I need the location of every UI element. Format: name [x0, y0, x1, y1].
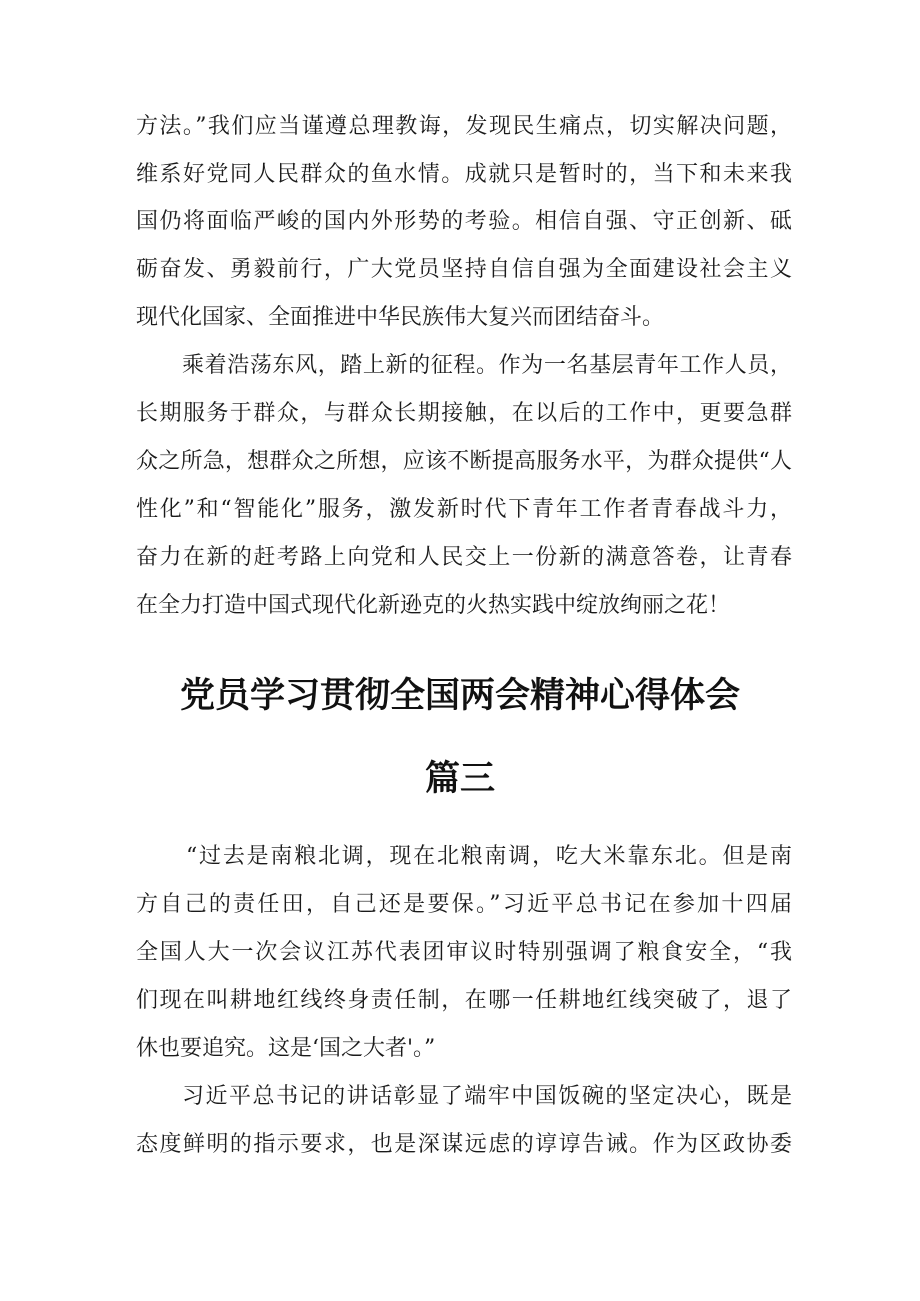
paragraph-line: 方自己的责任田，自己还是要保。”习近平总书记在参加十四届	[136, 892, 792, 917]
paragraph-line: 现代化国家、全面推进中华民族伟大复兴而团结奋斗。	[136, 305, 665, 330]
paragraph-line: 态度鲜明的指示要求，也是深谋远虑的谆谆告诫。作为区政协委	[136, 1132, 792, 1157]
paragraph-line: 全国人大一次会议江苏代表团审议时特别强调了粮食安全，“我	[136, 940, 792, 965]
paragraph-line: 奋力在新的赶考路上向党和人民交上一份新的满意答卷，让青春	[136, 545, 792, 570]
section-subtitle: 篇三	[424, 759, 495, 799]
paragraph-line: 砺奋发、勇毅前行，广大党员坚持自信自强为全面建设社会主义	[136, 257, 792, 282]
paragraph-line: 乘着浩荡东风，踏上新的征程。作为一名基层青年工作人员，	[182, 353, 792, 378]
paragraph-line: 们现在叫耕地红线终身责任制，在哪一任耕地红线突破了，退了	[136, 988, 792, 1013]
paragraph-line: 休也要追究。这是‘国之大者'。”	[136, 1036, 436, 1061]
paragraph-line: 国仍将面临严峻的国内外形势的考验。相信自强、守正创新、砥	[136, 209, 792, 234]
paragraph-line: “过去是南粮北调，现在北粮南调，吃大米靠东北。但是南	[186, 844, 792, 869]
paragraph-line: 长期服务于群众，与群众长期接触，在以后的工作中，更要急群	[136, 401, 792, 426]
paragraph-line: 维系好党同人民群众的鱼水情。成就只是暂时的，当下和未来我	[136, 162, 792, 187]
paragraph-line: 性化”和“智能化”服务，激发新时代下青年工作者青春战斗力，	[136, 497, 792, 522]
paragraph-line: 在全力打造中国式现代化新逊克的火热实践中绽放绚丽之花！	[136, 593, 731, 618]
section-title: 党员学习贯彻全国两会精神心得体会	[179, 676, 740, 716]
paragraph-line: 众之所急，想群众之所想，应该不断提高服务水平，为群众提供“人	[136, 449, 792, 474]
paragraph-line: 习近平总书记的讲话彰显了端牢中国饭碗的坚定决心，既是	[182, 1084, 792, 1109]
paragraph-line: 方法。”我们应当谨遵总理教诲，发现民生痛点，切实解决问题，	[136, 114, 792, 139]
